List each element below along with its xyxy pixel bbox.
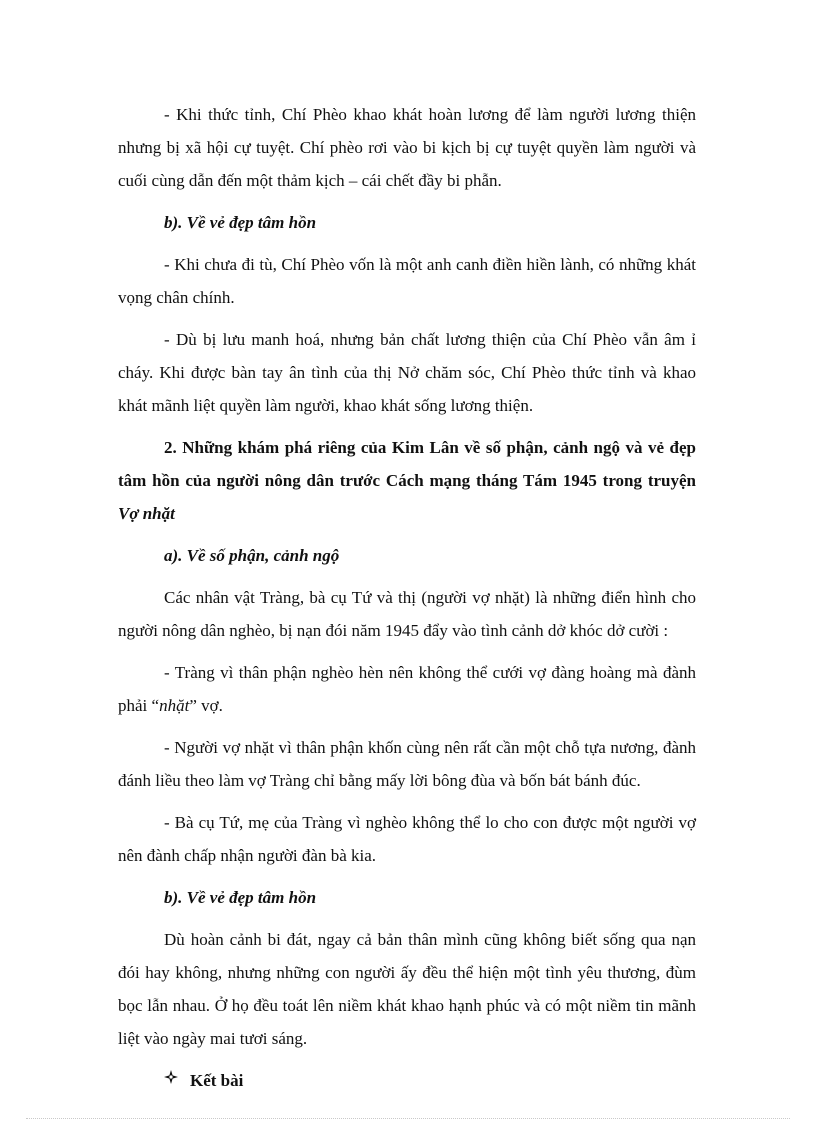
paragraph-chi-pheo-awakening: - Khi thức tỉnh, Chí Phèo khao khát hoàn lương để làm người lương thiện nhưng bị xã hội cự tuyệt. Chí phèo rơi vào bi kịch bị cự tuyệt quyền làm người và cuối cùng dẫn đến một thảm kịch – cái chết đầy bi phẫn. — [118, 105, 696, 190]
heading-vo-nhat-title: Vợ nhặt — [118, 504, 175, 523]
paragraph-trang-text-b: ” vợ. — [189, 696, 223, 715]
paragraph-goodness-smoulders: - Dù bị lưu manh hoá, nhưng bản chất lương thiện của Chí Phèo vẫn âm ỉ cháy. Khi được bàn tay ân tình của thị Nở chăm sóc, Chí Phèo thức tỉnh và khao khát mãnh liệt quyền làm người, khao khát sống lương thiện. — [118, 330, 696, 415]
paragraph-trang-emphasis: nhặt — [159, 696, 190, 715]
paragraph-trang — [118, 656, 696, 722]
heading-fate-circumstance: a). Về số phận, cảnh ngộ — [164, 546, 340, 565]
paragraph-vo-nhat: - Người vợ nhặt vì thân phận khốn cùng nên rất cần một chỗ tựa nương, đành đánh liều theo làm vợ Tràng chỉ bằng mấy lời bông đùa và bốn bát bánh đúc. — [118, 738, 696, 790]
heading-spiritual-beauty-vo-nhat: b). Về vẻ đẹp tâm hồn — [164, 888, 317, 907]
paragraph-before-prison: - Khi chưa đi tù, Chí Phèo vốn là một anh canh điền hiền lành, có những khát vọng chân chính. — [118, 255, 696, 307]
paragraph-characters-typical: Các nhân vật Tràng, bà cụ Tứ và thị (người vợ nhặt) là những điển hình cho người nông dân nghèo, bị nạn đói năm 1945 đẩy vào tình cảnh dở khóc dở cười : — [118, 588, 696, 640]
paragraph-trang-text-a: - Tràng vì thân phận nghèo hèn nên không thể cưới vợ đàng hoàng mà đành phải “ — [118, 663, 696, 715]
paragraph-hope: Dù hoàn cảnh bi đát, ngay cả bản thân mình cũng không biết sống qua nạn đói hay không, nhưng những con người ấy đều thể hiện một tình yêu thương, đùm bọc lẫn nhau. Ở họ đều toát lên niềm khát khao hạnh phúc và có một niềm tin mãnh liệt vào ngày mai tươi sáng. — [118, 930, 696, 1048]
heading-kim-lan-discoveries — [118, 431, 696, 530]
diamond-bullet-icon — [164, 1064, 178, 1097]
paragraph-ba-cu-tu: - Bà cụ Tứ, mẹ của Tràng vì nghèo không thể lo cho con được một người vợ nên đành chấp nhận người đàn bà kia. — [118, 813, 696, 865]
section-ket-bai — [118, 1064, 696, 1097]
document-body — [118, 98, 696, 1097]
page-bottom-rule — [26, 1118, 790, 1119]
heading-kim-lan-text: 2. Những khám phá riêng của Kim Lân về số phận, cảnh ngộ và vẻ đẹp tâm hồn của người nông dân trước Cách mạng tháng Tám 1945 trong truyện — [118, 438, 696, 490]
ket-bai-label: Kết bài — [190, 1071, 244, 1090]
heading-spiritual-beauty-chi-pheo: b). Về vẻ đẹp tâm hồn — [164, 213, 317, 232]
